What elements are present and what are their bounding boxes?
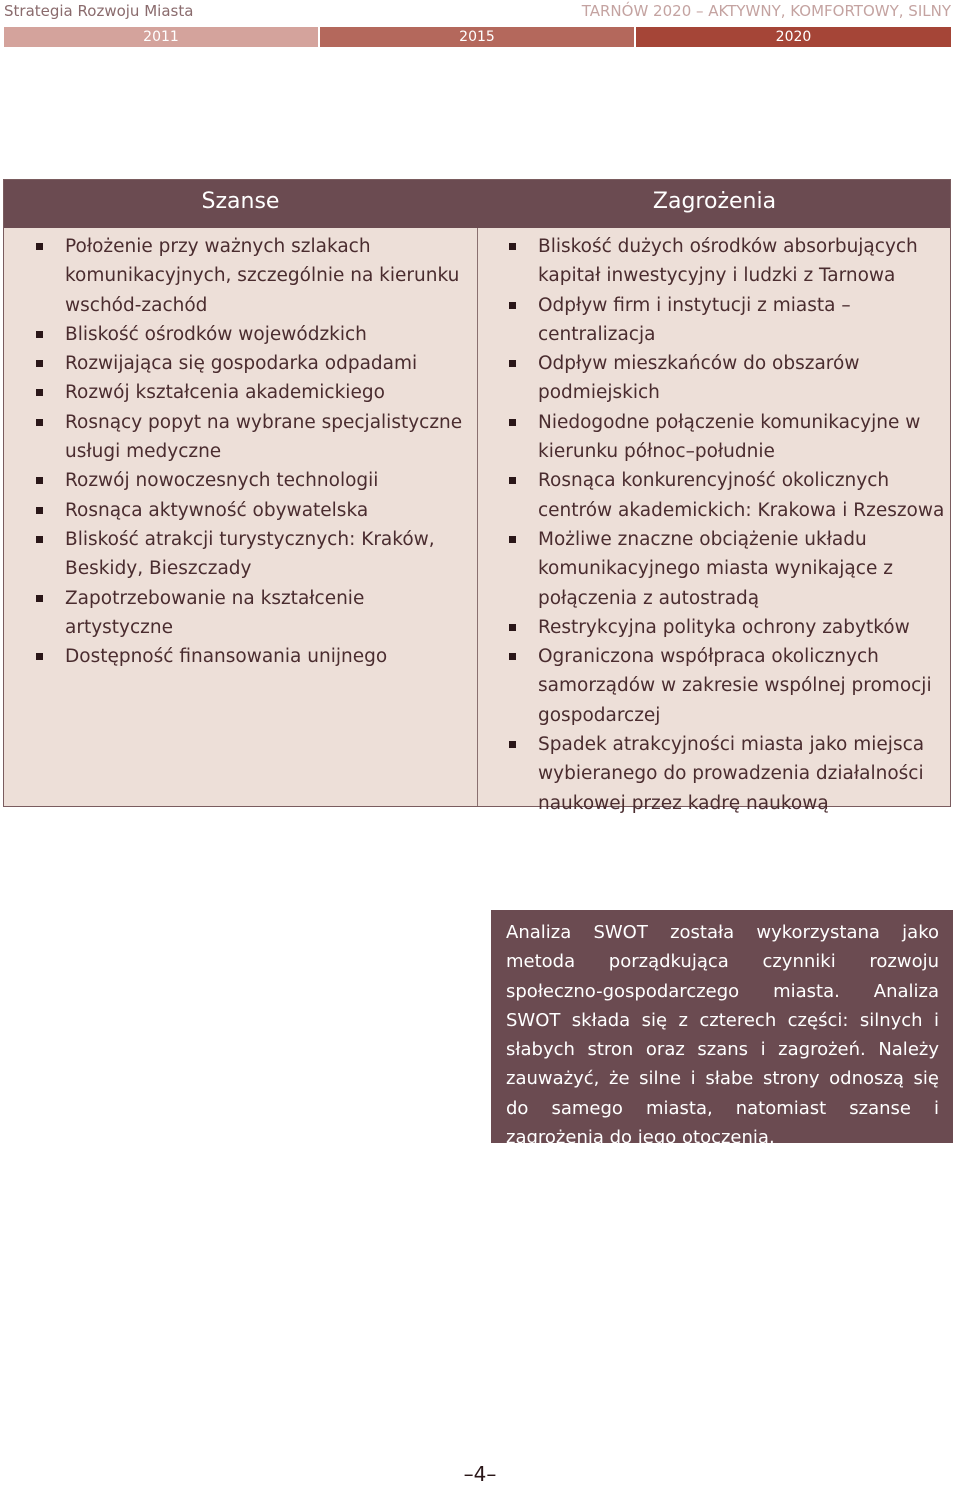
opportunity-item bbox=[36, 525, 466, 584]
year-2011: 2011 bbox=[4, 27, 318, 47]
threat-item-text: Możliwe znaczne obciążenie układu komunikacyjnego miasta wynikające z połączenia z autostradą bbox=[538, 528, 893, 609]
threat-item-text: Restrykcyjna polityka ochrony zabytków bbox=[538, 616, 910, 638]
opportunity-item-text: Zapotrzebowanie na kształcenie artystyczne bbox=[65, 587, 365, 638]
opportunities-list bbox=[36, 232, 466, 671]
opportunity-item bbox=[36, 378, 466, 407]
square-bullet-icon bbox=[36, 243, 43, 250]
threat-item bbox=[509, 291, 949, 350]
square-bullet-icon bbox=[36, 653, 43, 660]
opportunity-item bbox=[36, 642, 466, 671]
threat-item bbox=[509, 408, 949, 467]
swot-table bbox=[3, 179, 951, 814]
opportunity-item-text: Rozwój nowoczesnych technologii bbox=[65, 470, 379, 492]
square-bullet-icon bbox=[509, 360, 516, 367]
threat-item bbox=[509, 349, 949, 408]
opportunities-title: Szanse bbox=[201, 189, 280, 214]
threat-item-text: Odpływ firm i instytucji z miasta – centralizacja bbox=[538, 294, 851, 345]
square-bullet-icon bbox=[509, 624, 516, 631]
opportunity-item-text: Rozwijająca się gospodarka odpadami bbox=[65, 353, 418, 375]
opportunity-item-text: Rozwój kształcenia akademickiego bbox=[65, 382, 385, 404]
threat-item bbox=[509, 525, 949, 613]
square-bullet-icon bbox=[36, 360, 43, 367]
opportunity-item bbox=[36, 466, 466, 495]
column-divider bbox=[477, 228, 478, 806]
threat-item bbox=[509, 466, 949, 525]
opportunity-item bbox=[36, 232, 466, 320]
square-bullet-icon bbox=[36, 419, 43, 426]
square-bullet-icon bbox=[36, 595, 43, 602]
square-bullet-icon bbox=[36, 477, 43, 484]
square-bullet-icon bbox=[36, 331, 43, 338]
square-bullet-icon bbox=[509, 741, 516, 748]
square-bullet-icon bbox=[509, 477, 516, 484]
opportunity-item-text: Bliskość ośrodków wojewódzkich bbox=[65, 323, 367, 345]
swot-note-text: Analiza SWOT została wykorzystana jako metoda porządkująca czynniki rozwoju społeczno-gospodarczego miasta. Analiza SWOT składa się z czterech części: silnych i słabych stron oraz szans i zagrożeń. Należy zauważyć, że silne i słabe strony odnoszą się do samego miasta, natomiast szanse i zagrożenia do jego otoczenia. bbox=[506, 922, 939, 1149]
square-bullet-icon bbox=[509, 243, 516, 250]
swot-header bbox=[4, 180, 950, 228]
opportunity-item bbox=[36, 349, 466, 378]
opportunity-item-text: Rosnąca aktywność obywatelska bbox=[65, 499, 369, 521]
opportunity-item-text: Rosnący popyt na wybrane specjalistyczne usługi medyczne bbox=[65, 411, 463, 463]
threat-item bbox=[509, 730, 949, 818]
page-number: –4– bbox=[463, 1462, 497, 1486]
threats-title: Zagrożenia bbox=[652, 189, 777, 214]
threat-item bbox=[509, 642, 949, 730]
square-bullet-icon bbox=[36, 389, 43, 396]
opportunity-item-text: Położenie przy ważnych szlakach komunikacyjnych, szczególnie na kierunku wschód-zachód bbox=[65, 236, 460, 316]
year-2020: 2020 bbox=[636, 27, 951, 47]
threat-item-text: Ograniczona współpraca okolicznych samorządów w zakresie wspólnej promocji gospodarczej bbox=[538, 646, 932, 726]
timeline-bar bbox=[4, 27, 951, 47]
square-bullet-icon bbox=[509, 419, 516, 426]
square-bullet-icon bbox=[36, 536, 43, 543]
threat-item bbox=[509, 613, 949, 642]
opportunity-item bbox=[36, 496, 466, 525]
opportunity-item bbox=[36, 320, 466, 349]
threat-item-text: Spadek atrakcyjności miasta jako miejsca wybieranego do prowadzenia działalności naukowej przez kadrę naukową bbox=[538, 734, 925, 814]
year-2015: 2015 bbox=[320, 27, 634, 47]
square-bullet-icon bbox=[509, 302, 516, 309]
square-bullet-icon bbox=[36, 507, 43, 514]
document-title: Strategia Rozwoju Miasta bbox=[4, 2, 194, 20]
threat-item bbox=[509, 232, 949, 291]
document-subtitle: TARNÓW 2020 – AKTYWNY, KOMFORTOWY, SILNY bbox=[581, 2, 951, 20]
threats-list bbox=[509, 232, 949, 818]
threat-item-text: Odpływ mieszkańców do obszarów podmiejskich bbox=[538, 353, 860, 404]
threat-item-text: Niedogodne połączenie komunikacyjne w kierunku północ–południe bbox=[538, 411, 921, 463]
opportunity-item bbox=[36, 584, 466, 643]
square-bullet-icon bbox=[509, 653, 516, 660]
opportunity-item-text: Dostępność finansowania unijnego bbox=[65, 646, 388, 668]
threat-item-text: Rosnąca konkurencyjność okolicznych centrów akademickich: Krakowa i Rzeszowa bbox=[538, 470, 945, 521]
square-bullet-icon bbox=[509, 536, 516, 543]
threat-item-text: Bliskość dużych ośrodków absorbujących kapitał inwestycyjny i ludzki z Tarnowa bbox=[538, 236, 918, 287]
swot-note-box bbox=[491, 910, 953, 1149]
opportunity-item-text: Bliskość atrakcji turystycznych: Kraków, Beskidy, Bieszczady bbox=[65, 528, 435, 580]
opportunity-item bbox=[36, 408, 466, 467]
